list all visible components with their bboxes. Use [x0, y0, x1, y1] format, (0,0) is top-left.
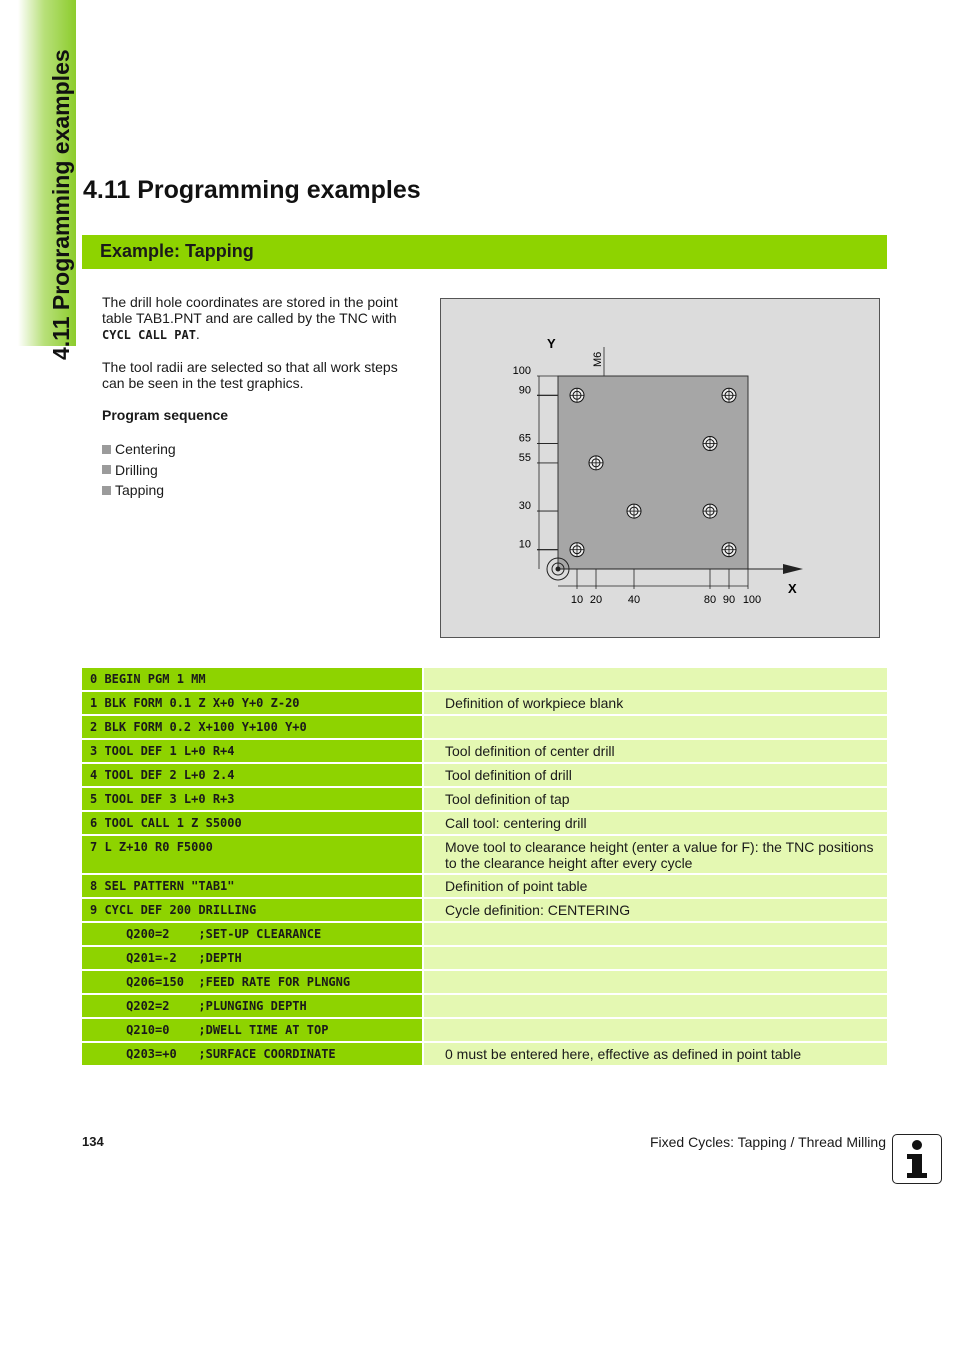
- program-row: [82, 692, 887, 714]
- chapter-side-label: 4.11 Programming examples: [48, 49, 74, 360]
- x-tick-label: 100: [742, 594, 762, 606]
- list-item: [102, 460, 422, 481]
- info-icon: [892, 1134, 942, 1184]
- program-code: 1 BLK FORM 0.1 Z X+0 Y+0 Z-20: [82, 692, 422, 714]
- program-comment: Tool definition of drill: [424, 764, 887, 786]
- x-tick-label: 90: [722, 594, 736, 606]
- x-tick-label: 80: [703, 594, 717, 606]
- y-tick-label: 10: [518, 538, 531, 551]
- section-title: Example: Tapping: [100, 241, 254, 261]
- y-tick-label: 90: [518, 384, 531, 397]
- program-comment: Move tool to clearance height (enter a value for F): the TNC positions to the clearance height after every cycle: [424, 836, 887, 873]
- program-comment: Cycle definition: CENTERING: [424, 899, 887, 921]
- y-tick-label: 65: [518, 432, 531, 445]
- program-comment: [424, 923, 887, 945]
- program-comment: [424, 716, 887, 738]
- program-code: Q200=2 ;SET-UP CLEARANCE: [82, 923, 422, 945]
- program-row: [82, 716, 887, 738]
- program-comment: 0 must be entered here, effective as defined in point table: [424, 1043, 887, 1065]
- list-item-label: Tapping: [115, 482, 165, 499]
- y-tick-label: 55: [518, 451, 531, 464]
- program-code: 0 BEGIN PGM 1 MM: [82, 668, 422, 690]
- x-axis-label: X: [788, 581, 797, 596]
- program-row: [82, 923, 887, 945]
- y-tick-label: 100: [512, 365, 531, 377]
- program-row: [82, 1019, 887, 1041]
- program-comment: [424, 1019, 887, 1041]
- bullet-icon: [102, 445, 111, 454]
- program-code: 4 TOOL DEF 2 L+0 2.4: [82, 764, 422, 786]
- program-code: 8 SEL PATTERN "TAB1": [82, 875, 422, 897]
- y-tick-labels: [513, 365, 531, 551]
- program-code: Q201=-2 ;DEPTH: [82, 947, 422, 969]
- program-code: 9 CYCL DEF 200 DRILLING: [82, 899, 422, 921]
- program-comment: Definition of workpiece blank: [424, 692, 887, 714]
- workpiece-figure: [440, 298, 880, 638]
- y-tick-label: 30: [518, 500, 531, 513]
- footer-title: Fixed Cycles: Tapping / Thread Milling: [649, 1134, 886, 1150]
- list-item: [102, 439, 422, 460]
- page-number: 134: [82, 1134, 104, 1149]
- program-row: [82, 1043, 887, 1065]
- program-code: Q202=2 ;PLUNGING DEPTH: [82, 995, 422, 1017]
- program-comment: [424, 947, 887, 969]
- nc-program-table: [82, 668, 887, 1067]
- workpiece-drawing: [441, 299, 881, 639]
- y-axis-label: Y: [547, 336, 556, 351]
- page-title: 4.11 Programming examples: [83, 176, 421, 204]
- program-row: [82, 971, 887, 993]
- program-code: Q203=+0 ;SURFACE COORDINATE: [82, 1043, 422, 1065]
- program-row: [82, 875, 887, 897]
- program-row: [82, 788, 887, 810]
- section-header-bar: [82, 235, 887, 269]
- program-comment: Definition of point table: [424, 875, 887, 897]
- program-code: 2 BLK FORM 0.2 X+100 Y+100 Y+0: [82, 716, 422, 738]
- list-item-label: Drilling: [115, 461, 158, 478]
- program-comment: Tool definition of center drill: [424, 740, 887, 762]
- list-item: [102, 480, 422, 501]
- program-comment: Tool definition of tap: [424, 788, 887, 810]
- program-comment: [424, 995, 887, 1017]
- x-tick-label: 40: [627, 594, 641, 606]
- program-row: [82, 740, 887, 762]
- program-code: 6 TOOL CALL 1 Z S5000: [82, 812, 422, 834]
- program-code: 3 TOOL DEF 1 L+0 R+4: [82, 740, 422, 762]
- program-row: [82, 947, 887, 969]
- intro-paragraph-2: The tool radii are selected so that all work steps can be seen in the test graphics.: [102, 359, 398, 391]
- program-row: [82, 836, 887, 873]
- intro-p1-text: The drill hole coordinates are stored in the point table TAB1.PNT and are called by the TNC with: [102, 294, 398, 326]
- program-row: [82, 995, 887, 1017]
- bullet-icon: [102, 486, 111, 495]
- program-row: [82, 668, 887, 690]
- intro-paragraph-1: [102, 294, 422, 343]
- program-row: [82, 899, 887, 921]
- x-tick-label: 20: [589, 594, 603, 606]
- program-code: 5 TOOL DEF 3 L+0 R+3: [82, 788, 422, 810]
- x-tick-labels: [571, 594, 761, 606]
- intro-text: [102, 294, 422, 501]
- program-row: [82, 764, 887, 786]
- program-row: [82, 812, 887, 834]
- program-code: Q206=150 ;FEED RATE FOR PLNGNG: [82, 971, 422, 993]
- sequence-heading: Program sequence: [102, 407, 229, 423]
- intro-p1-code: CYCL CALL PAT: [102, 328, 196, 342]
- list-item-label: Centering: [115, 441, 176, 458]
- x-tick-label: 10: [570, 594, 584, 606]
- intro-p1-end: .: [195, 326, 200, 342]
- program-comment: Call tool: centering drill: [424, 812, 887, 834]
- workpiece-block: [558, 376, 748, 569]
- bullet-icon: [102, 465, 111, 474]
- sequence-list: [102, 439, 422, 501]
- thread-label: M6: [592, 351, 604, 367]
- program-code: Q210=0 ;DWELL TIME AT TOP: [82, 1019, 422, 1041]
- program-comment: [424, 971, 887, 993]
- program-code: 7 L Z+10 R0 F5000: [82, 836, 422, 873]
- program-comment: [424, 668, 887, 690]
